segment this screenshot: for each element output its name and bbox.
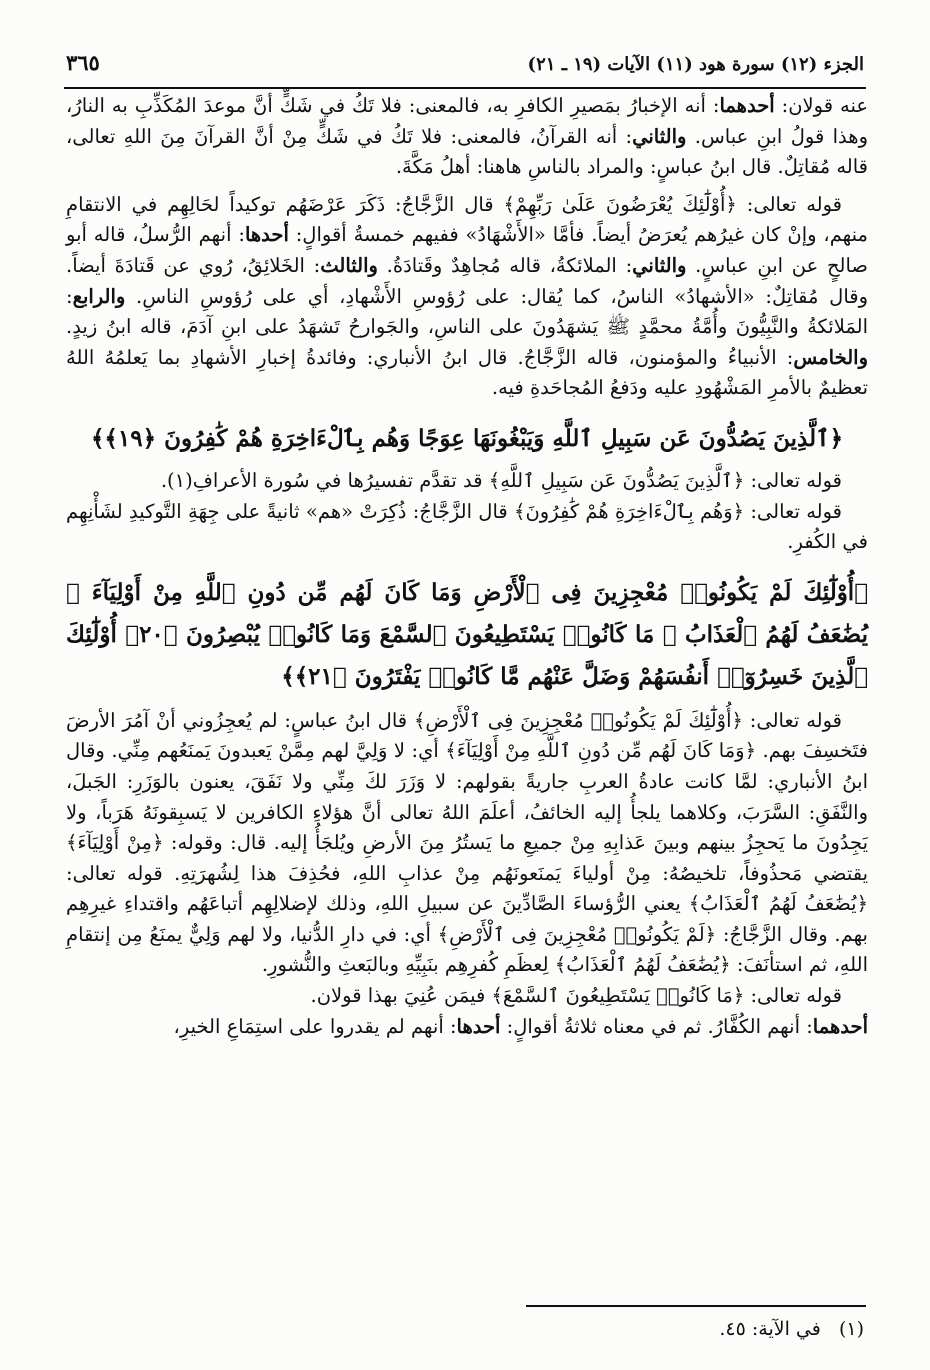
p2-bold-2: والثاني (632, 253, 687, 277)
page-number: ٣٦٥ (66, 50, 100, 75)
p1-text-1: : أنه الإخبارُ بمَصيرِ الكافرِ به، فالمعنى: فلا تَكُ في شَكٍّ أنَّ موعدَ المُكَذِّبِ به النارُ، وهذا قولُ ابنِ عباس. (66, 94, 868, 148)
header-rule (64, 87, 866, 89)
paragraph-2 (66, 190, 868, 404)
footnote-text: في الآية: ٤٥. (719, 1318, 821, 1340)
p2-bold-5: والخامس (793, 345, 868, 369)
p1-bold-first: أحدهما (719, 94, 775, 117)
p7-text-2: : أنهم لم يقدروا على استِمَاعِ الخيرِ، (173, 1014, 457, 1038)
p1-text-2: : أنه القرآنُ، فالمعنى: فلا تَكُ في شَكٍّ مِنْ أنَّ القرآنَ مِنَ اللهِ تعالى، قاله مُقاتِلٌ. قال ابنُ عباسٍ: والمراد بالناسِ هاهنا: أهلُ مَكَّةَ. (66, 124, 868, 179)
p2-bold-4: والرابع (72, 284, 126, 308)
quran-verse-19: ﴿ٱلَّذِينَ يَصُدُّونَ عَن سَبِيلِ ٱللَّهِ وَيَبْغُونَهَا عِوَجًا وَهُم بِٱلْءَاخِرَةِ هُمْ كَٰفِرُونَ ﴿١٩﴾﴾ (90, 424, 844, 452)
p2-text-2: : أنهم الرُّسلُ، قاله أبو صالحٍ عن ابنِ عباسٍ. (66, 223, 868, 277)
p2-text-1: قوله تعالى: ﴿أُوْلَٰٓئِكَ يُعْرَضُونَ عَلَىٰ رَبِّهِمْ﴾ قال الزَّجَّاجُ: ذَكَرَ عَرْضَهُم توكيداً لحَالِهِم في الانتقامِ منهم، وإنْ كان غيرُهم يُعرَضُ أيضاً. فأمَّا «الأَشْهَادُ» ففيهم خمسةُ أقوالٍ: (66, 192, 868, 247)
footnote (719, 1318, 864, 1340)
footnote-rule (526, 1305, 866, 1307)
p2-bold-3: والثالث (320, 253, 378, 277)
footnote-marker: (١) (838, 1318, 864, 1340)
main-text (66, 91, 868, 1042)
paragraph-6: قوله تعالى: ﴿مَا كَانُوا۟ يَسْتَطِيعُونَ ٱلسَّمْعَ﴾ فيمَن عُنِيَ بهذا قولان. (310, 984, 842, 1008)
p7-bold-2: أحدها (456, 1014, 501, 1038)
running-header: الجزء (١٢) سورة هود (١١) الآيات (١٩ ـ ٢١) (527, 54, 864, 75)
p7-text-1: : أنهم الكُفَّارُ. ثم في معناه ثلاثةُ أقوالٍ: (500, 1014, 813, 1038)
p2-bold-1: أحدها (244, 223, 289, 247)
p1-bold-second: والثاني (632, 124, 687, 148)
p2-text-3: : الملائكةُ، قاله مُجاهِدٌ وقَتادَةُ. (377, 253, 633, 277)
paragraph-7 (66, 1012, 868, 1043)
paragraph-3: قوله تعالى: ﴿ٱلَّذِينَ يَصُدُّونَ عَن سَبِيلِ ٱللَّهِ﴾ قد تقدَّم تفسيرُها في سُورة الأعرافِ(١). (160, 468, 842, 492)
p7-bold-1: أحدهما (812, 1014, 868, 1038)
p2-text-4: : الخَلائِقُ، رُوي عن قَتادَةَ أيضاً. وقال مُقاتِلٌ: «الأشهادُ» الناسُ، كما يُقال: على رُؤوسِ الأَشْهادِ، أي على رُؤوسِ الناسِ. (66, 253, 868, 308)
paragraph-5: قوله تعالى: ﴿أُوْلَٰٓئِكَ لَمْ يَكُونُوا۟ مُعْجِزِينَ فِى ٱلْأَرْضِ﴾ قال ابنُ عباسٍ: لم يُعجِزُوني أنْ آمُرَ الأرضَ فتَخسِفَ بهم. ﴿وَمَا كَانَ لَهُم مِّن دُونِ ٱللَّهِ مِنْ أَوْلِيَآءَ﴾ أي: لا وَلِيَّ لهم مِمَّنْ يَعبدونَ يَمنَعُهم مِنِّي. وقال ابنُ الأنباري: لمَّا كانت عادةُ العربِ جاريةً بقولهم: لا وَزَرَ لكَ مِنِّي ولا نَفَقَ، يعنون بالوَزَرِ: الجَبلَ، والنَّفَقِ: السَّرَبَ، وكلاهما يلجأُ إليه الخائفُ، أعلَمَ اللهُ تعالى أنَّ هؤلاءِ الكافرين لا يَسبِقونَهُ هَرَباً، ولا يَجِدُونَ ما يَحجِزُ بينهم وبينَ عَذابِهِ مِنْ جميعِ ما يَستُرُ مِنَ الأرضِ ويُلجَأُ إليه. قال: وقوله: ﴿مِنْ أَوْلِيَآءَ﴾ يقتضي مَحذُوفاً، تلخيصُهُ: مِنْ أولياءَ يَمنَعونَهُم مِنْ عذابِ اللهِ، فحُذِفَ هذا لِشُهرَتِهِ. قوله تعالى: ﴿يُضَٰعَفُ لَهُمُ ٱلْعَذَابُ﴾ يعني الرُّؤساءَ الصَّادِّينَ عن سبيلِ اللهِ، وذلك لإضلالِهِم أتباعَهُم واقتداءِ غيرِهِم بهم. وقال الزَّجَّاجُ: ﴿لَمْ يَكُونُوا۟ مُعْجِزِينَ فِى ٱلْأَرْضِ﴾ أي: في دارِ الدُّنيا، ولا لهم وَلِيٌّ يمنَعُ مِن إنتقامِ اللهِ، ثم استأنَفَ: ﴿يُضَٰعَفُ لَهُمُ ٱلْعَذَابُ﴾ لِعظَمِ كُفرِهِم بنَبِيِّهِ وبالبَعثِ والنُّشورِ. (66, 708, 868, 977)
paragraph-4: قوله تعالى: ﴿وَهُم بِٱلْءَاخِرَةِ هُمْ كَٰفِرُونَ﴾ قال الزَّجَّاجُ: ذُكِرَتْ «هم» ثانيةً على جِهَةِ التَّوكيدِ لشَأْنِهِم في الكُفرِ. (66, 499, 868, 554)
quran-verses-20-21: ﴿أُوْلَٰٓئِكَ لَمْ يَكُونُوا۟ مُعْجِزِينَ فِى ٱلْأَرْضِ وَمَا كَانَ لَهُم مِّن دُونِ ٱللَّهِ مِنْ أَوْلِيَآءَ ۘ يُضَٰعَفُ لَهُمُ ٱلْعَذَابُ ۚ مَا كَانُوا۟ يَسْتَطِيعُونَ ٱلسَّمْعَ وَمَا كَانُوا۟ يُبْصِرُونَ ﴿٢٠﴾ أُوْلَٰٓئِكَ ٱلَّذِينَ خَسِرُوٓا۟ أَنفُسَهُمْ وَضَلَّ عَنْهُم مَّا كَانُوا۟ يَفْتَرُونَ ﴿٢١﴾﴾ (66, 578, 869, 690)
p1-lead: عنه قولان: (774, 94, 869, 117)
paragraph-1 (66, 91, 868, 183)
p2-text-5: : المَلائكةُ والنَّبِيُّونَ وأُمَّةُ محمَّدٍ ﷺ يَشهَدُونَ على الناسِ، والجَوارحُ تَشهَدُ على ابنِ آدَمَ، قاله ابنُ زيدٍ. (66, 284, 868, 339)
p2-text-6: : الأنبياءُ والمؤمنون، قاله الزَّجَّاجُ. قال ابنُ الأنباري: وفائدةُ إخبارِ الأشهادِ بما يَعلمُهُ اللهُ تعظيمٌ بالأمرِ المَشْهُودِ عليه ودَفعُ المُجاحَدةِ فيه. (66, 345, 868, 400)
